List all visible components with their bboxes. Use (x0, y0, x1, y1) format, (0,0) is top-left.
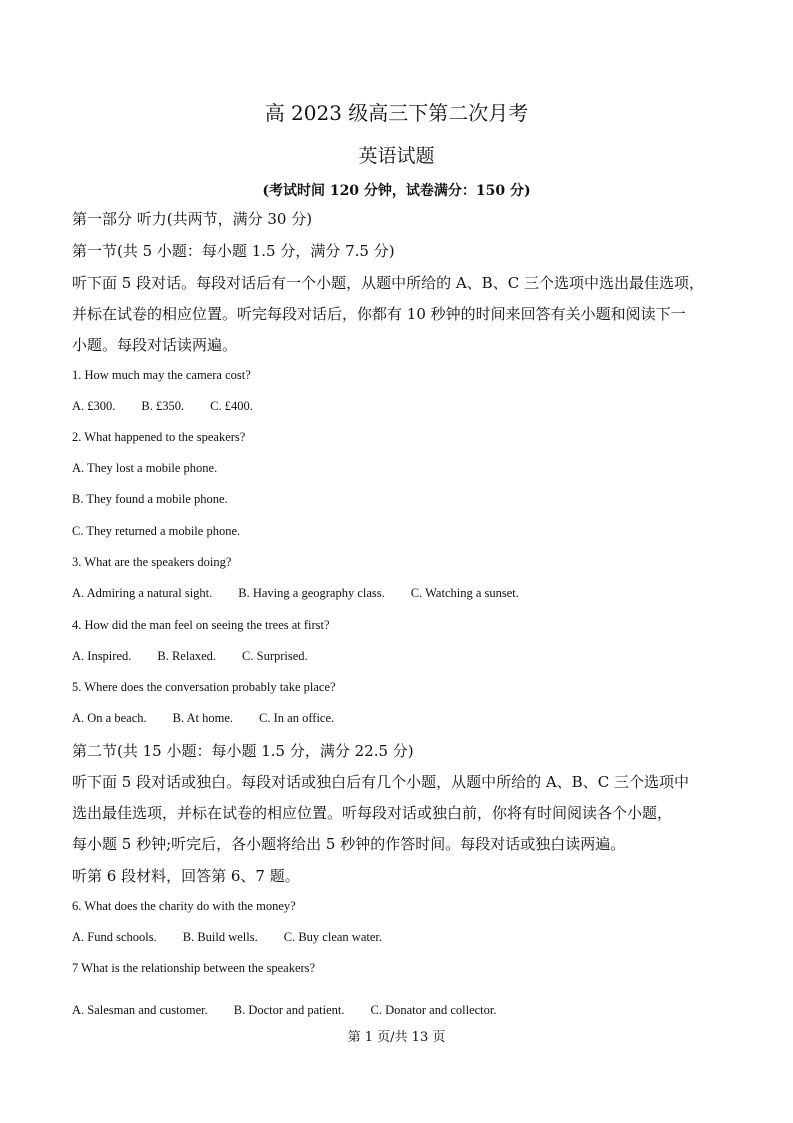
option-b: B. Relaxed. (157, 649, 217, 663)
option-b: B. Build wells. (182, 930, 258, 944)
question-options (72, 586, 519, 601)
question-options (72, 1003, 497, 1018)
page-number: 第 1 页/共 13 页 (347, 1030, 446, 1045)
question-stem: 1. How much may the camera cost? (72, 368, 251, 382)
question-stem: 4. How did the man feel on seeing the trees at first? (72, 618, 330, 632)
question-stem: 7 What is the relationship between the speakers? (72, 961, 316, 975)
question-stem: 6. What does the charity do with the money? (72, 899, 296, 913)
question-options (72, 711, 334, 726)
option-c: C. Watching a sunset. (410, 586, 519, 600)
question-stem: 2. What happened to the speakers? (72, 430, 246, 444)
exam-title: 高 2023 级高三下第二次月考 (264, 101, 529, 125)
section2-instruction-line: 每小题 5 秒钟;听完后，各小题将给出 5 秒钟的作答时间。每段对话或独白读两遍。 (72, 835, 626, 853)
subject-title: 英语试题 (358, 145, 435, 167)
option-c: C. Buy clean water. (283, 930, 382, 944)
section2-instruction-line: 听下面 5 段对话或独白。每段对话或独白后有几个小题，从题中所给的 A、B、C 三个选项中 (72, 773, 689, 791)
option-b: B. At home. (172, 711, 234, 725)
option-b: B. Doctor and patient. (233, 1003, 345, 1017)
option-c: C. Donator and collector. (370, 1003, 497, 1017)
exam-note: (考试时间 120 分钟，试卷满分：150 分) (262, 183, 531, 199)
section1-instruction-line: 并标在试卷的相应位置。听完每段对话后，你都有 10 秒钟的时间来回答有关小题和阅读下一 (72, 305, 686, 323)
section1-instruction-line: 小题。每段对话读两遍。 (72, 336, 238, 354)
option-a: A. Admiring a natural sight. (72, 586, 213, 600)
section1-heading: 第一节(共 5 小题：每小题 1.5 分，满分 7.5 分) (72, 242, 395, 260)
part1-heading: 第一部分 听力(共两节，满分 30 分) (72, 210, 313, 228)
section1-instruction-line: 听下面 5 段对话。每段对话后有一个小题，从题中所给的 A、B、C 三个选项中选出最佳选项， (72, 274, 704, 292)
option-b: B. They found a mobile phone. (72, 492, 228, 506)
section2-instruction-line: 选出最佳选项，并标在试卷的相应位置。听每段对话或独白前，你将有时间阅读各个小题， (72, 804, 673, 822)
question-stem: 5. Where does the conversation probably take place? (72, 680, 336, 694)
material-note: 听第 6 段材料，回答第 6、7 题。 (72, 867, 300, 885)
option-c: C. In an office. (259, 711, 335, 725)
option-c: C. Surprised. (242, 649, 308, 663)
option-c: C. £400. (210, 399, 253, 413)
option-a: A. £300. (72, 399, 116, 413)
section2-heading: 第二节(共 15 小题：每小题 1.5 分，满分 22.5 分) (72, 742, 414, 760)
option-b: B. Having a geography class. (238, 586, 385, 600)
option-a: A. They lost a mobile phone. (72, 461, 218, 475)
option-a: A. On a beach. (72, 711, 147, 725)
option-a: A. Inspired. (72, 649, 132, 663)
question-options (72, 649, 308, 664)
option-c: C. They returned a mobile phone. (72, 524, 241, 538)
option-a: A. Fund schools. (72, 930, 157, 944)
option-a: A. Salesman and customer. (72, 1003, 208, 1017)
question-stem: 3. What are the speakers doing? (72, 555, 232, 569)
question-options (72, 930, 382, 945)
question-options (72, 399, 253, 414)
option-b: B. £350. (141, 399, 185, 413)
